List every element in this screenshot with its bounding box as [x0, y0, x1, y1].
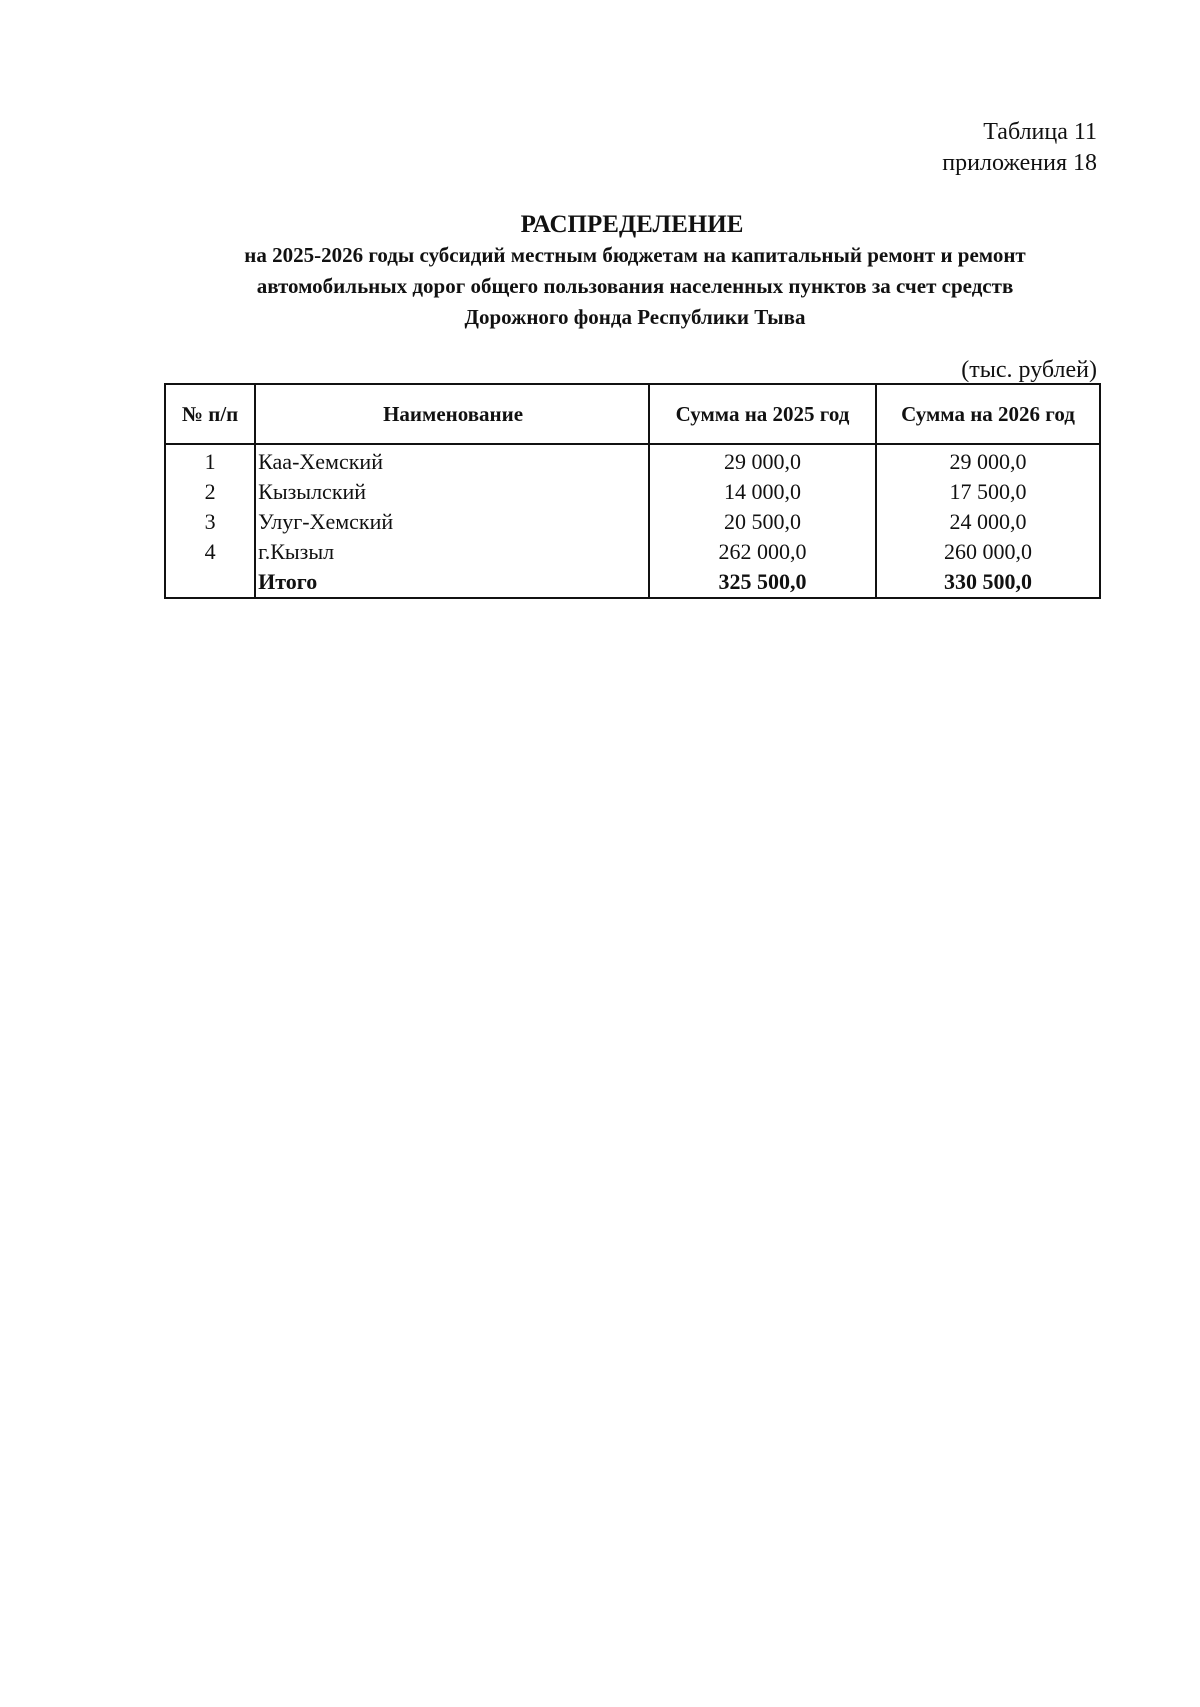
units-label: (тыс. рублей) [961, 357, 1097, 383]
row-sum-2025: 29 000,0 [649, 444, 876, 477]
row-sum-2025: 262 000,0 [649, 537, 876, 567]
row-num: 2 [165, 477, 255, 507]
row-sum-2026: 24 000,0 [876, 507, 1100, 537]
header-num: № п/п [165, 384, 255, 444]
table-total-row [165, 567, 1100, 598]
header-sum-2025: Сумма на 2025 год [649, 384, 876, 444]
appendix-reference: приложения 18 [942, 150, 1097, 176]
row-num: 1 [165, 444, 255, 477]
document-subtitle [190, 240, 1080, 333]
row-name: Каа-Хемский [255, 444, 649, 477]
table-row [165, 477, 1100, 507]
table-row [165, 507, 1100, 537]
total-label: Итого [255, 567, 649, 598]
row-sum-2026: 17 500,0 [876, 477, 1100, 507]
row-num: 4 [165, 537, 255, 567]
subtitle-line-1: на 2025-2026 годы субсидий местным бюджетам на капитальный ремонт и ремонт [244, 243, 1026, 267]
table-row [165, 537, 1100, 567]
table-row [165, 444, 1100, 477]
table-reference: Таблица 11 [983, 119, 1097, 145]
subtitle-line-2: автомобильных дорог общего пользования населенных пунктов за счет средств [256, 274, 1014, 298]
header-sum-2026: Сумма на 2026 год [876, 384, 1100, 444]
row-name: г.Кызыл [255, 537, 649, 567]
header-name: Наименование [255, 384, 649, 444]
row-sum-2025: 14 000,0 [649, 477, 876, 507]
distribution-table [164, 383, 1101, 599]
row-sum-2026: 260 000,0 [876, 537, 1100, 567]
row-sum-2025: 20 500,0 [649, 507, 876, 537]
row-num: 3 [165, 507, 255, 537]
total-num [165, 567, 255, 598]
document-title: РАСПРЕДЕЛЕНИЕ [520, 211, 744, 238]
total-sum-2025: 325 500,0 [649, 567, 876, 598]
document-reference [942, 117, 1097, 179]
subtitle-line-3: Дорожного фонда Республики Тыва [464, 305, 806, 329]
total-sum-2026: 330 500,0 [876, 567, 1100, 598]
table-header-row [165, 384, 1100, 444]
row-name: Кызылский [255, 477, 649, 507]
row-sum-2026: 29 000,0 [876, 444, 1100, 477]
row-name: Улуг-Хемский [255, 507, 649, 537]
